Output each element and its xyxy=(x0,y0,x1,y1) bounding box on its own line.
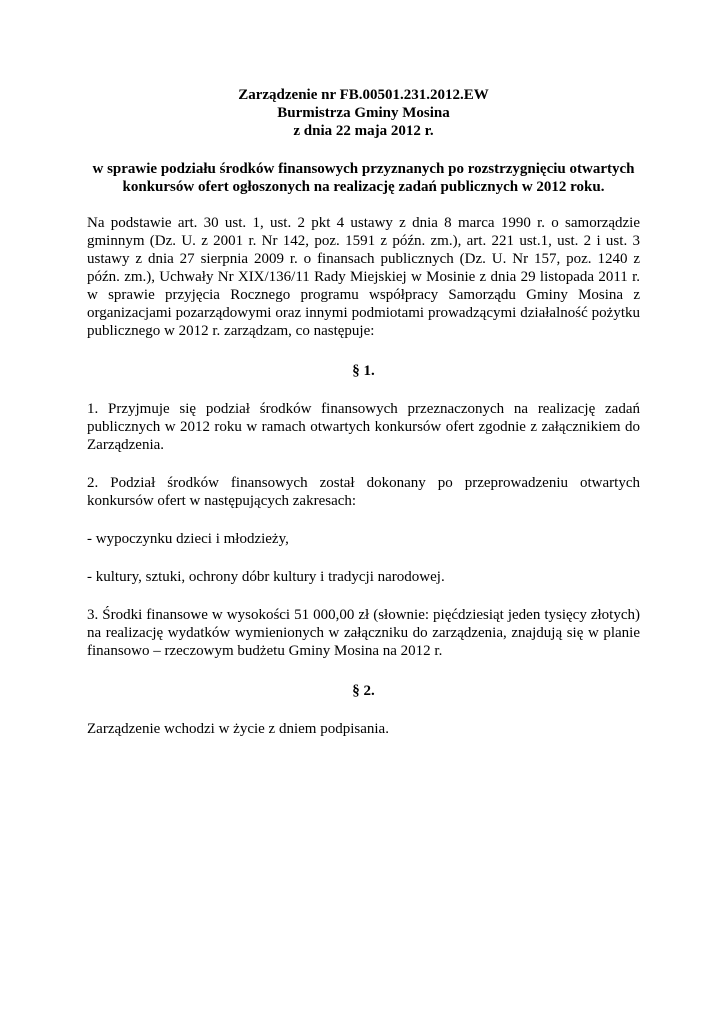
scope-item-culture: - kultury, sztuki, ochrony dóbr kultury i tradycji narodowej. xyxy=(87,569,445,585)
document-header xyxy=(87,86,640,140)
section-2-heading: § 2. xyxy=(352,683,375,699)
issuer: Burmistrza Gminy Mosina xyxy=(277,105,450,121)
document-subject xyxy=(87,160,640,196)
section-1-point-2: 2. Podział środków finansowych został dokonany po przeprowadzeniu otwartych konkursów ofert w następujących zakresach: xyxy=(87,475,640,509)
section-1-point-3: 3. Środki finansowe w wysokości 51 000,00 zł (słownie: pięćdziesiąt jeden tysięcy złotych) na realizację wydatków wymienionych w załączniku do zarządzenia, znajdują się w planie finansowo – rzeczowym budżetu Gminy Mosina na 2012 r. xyxy=(87,607,640,659)
ordinance-number: Zarządzenie nr FB.00501.231.2012.EW xyxy=(238,87,489,103)
section-1-point-1: 1. Przyjmuje się podział środków finansowych przeznaczonych na realizację zadań publicznych w 2012 roku w ramach otwartych konkursów ofert zgodnie z załącznikiem do Zarządzenia. xyxy=(87,401,640,453)
scope-item-youth-recreation: - wypoczynku dzieci i młodzieży, xyxy=(87,531,289,547)
document-page xyxy=(87,86,640,738)
section-2-text: Zarządzenie wchodzi w życie z dniem podpisania. xyxy=(87,721,389,737)
subject-line-1: w sprawie podziału środków finansowych przyznanych po rozstrzygnięciu otwartych xyxy=(92,161,635,177)
subject-line-2: konkursów ofert ogłoszonych na realizację zadań publicznych w 2012 roku. xyxy=(122,179,605,195)
section-1-heading: § 1. xyxy=(352,363,375,379)
legal-basis-paragraph: Na podstawie art. 30 ust. 1, ust. 2 pkt 4 ustawy z dnia 8 marca 1990 r. o samorządzie gminnym (Dz. U. z 2001 r. Nr 142, poz. 1591 z późn. zm.), art. 221 ust.1, ust. 2 i ust. 3 ustawy z dnia 27 sierpnia 2009 r. o finansach publicznych (Dz. U. Nr 157, poz. 1240 z późn. zm.), Uchwały Nr XIX/136/11 Rady Miejskiej w Mosinie z dnia 29 listopada 2011 r. w sprawie przyjęcia Rocznego programu współpracy Samorządu Gminy Mosina z organizacjami pozarządowymi oraz innymi podmiotami prowadzącymi działalność pożytku publicznego w 2012 r. zarządzam, co następuje: xyxy=(87,215,640,339)
issue-date: z dnia 22 maja 2012 r. xyxy=(293,123,434,139)
